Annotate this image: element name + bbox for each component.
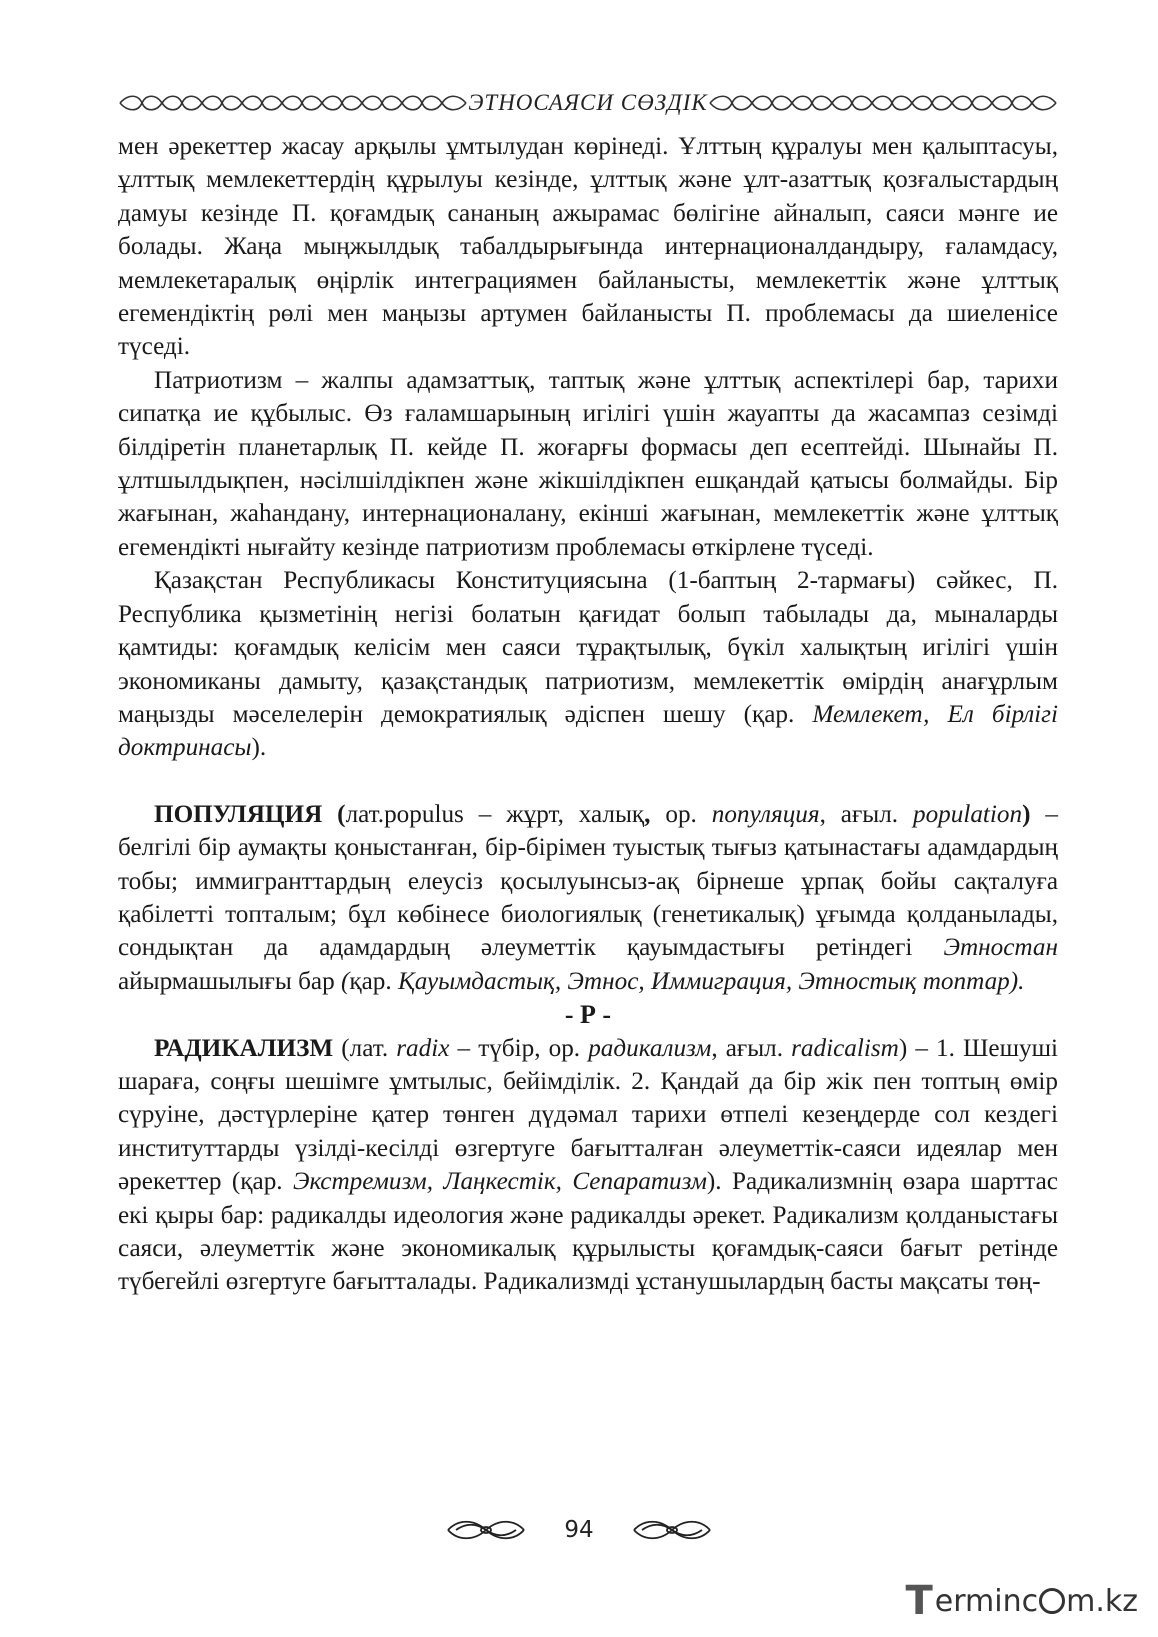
watermark-letter: T <box>905 1578 933 1624</box>
entry-term: ПОПУЛЯЦИЯ <box>154 800 323 828</box>
definition-text: айырмашылығы бар <box>118 967 341 995</box>
paren-close: ) <box>1022 800 1031 828</box>
entry-radicalism <box>118 1032 1058 1299</box>
entry-term: РАДИКАЛИЗМ <box>154 1034 334 1062</box>
watermark-text: m.kz <box>1066 1583 1138 1619</box>
etymology-russian: популяция <box>711 800 820 828</box>
cross-reference: Экстремизм, Лаңкестік, Сепаратизм <box>292 1168 707 1196</box>
paragraph-text: Қазақстан Республикасы Конституциясына (1-баптың 2-тармағы) сәйкес, П. Республика қызметінің негізі болатын қағидат болып табылады да, мыналарды қамтиды: қоғамдық келісім мен саяси тұрақтылық, бүкіл халықтың игілігі үшін экономиканы дамыту, қазақстандық патриотизм, мемлекеттік өмірдің анағұрлым маңызды мәселелерін демократиялық әдіспен шешу (қар. <box>118 567 1058 728</box>
ornament-band-icon <box>118 94 468 112</box>
page-footer <box>0 1510 1158 1550</box>
label-russian: ор. <box>665 800 712 828</box>
cross-reference: Қауымдастық, Этнос, Иммиграция, Этностық топтар). <box>398 967 1025 995</box>
paren-open: (лат. <box>333 1034 397 1062</box>
etymology-russian: радикализм <box>588 1034 712 1062</box>
flourish-icon <box>444 1517 528 1543</box>
etymology-latin: radix <box>396 1034 450 1062</box>
globe-icon <box>1039 1588 1065 1614</box>
etymology-meaning: – түбір, ор. <box>449 1034 589 1062</box>
paren-open: ( <box>322 800 346 828</box>
ornament-band-icon <box>708 94 1058 112</box>
etymology-english: radicalism <box>791 1034 899 1062</box>
etymology-latin: лат.populus – жұрт, халық <box>345 800 645 828</box>
page-number: 94 <box>564 1517 594 1543</box>
label-english: , ағыл. <box>819 800 913 828</box>
watermark-logo <box>905 1579 1138 1623</box>
label-english: , ағыл. <box>711 1034 792 1062</box>
paragraph-constitution <box>118 564 1058 764</box>
paragraph-patriotism: Патриотизм – жалпы адамзаттық, таптық және ұлттық аспектілері бар, тарихи сипатқа ие құбылыс. Өз ғаламшарының игілігі үшін жауапты да жасампаз сезімді білдіретін планетарлық П. кейде П. жоғарғы формасы деп есептейді. Шынайы П. ұлтшылдықпен, нәсілшілдікпен және жікшілдікпен ешқандай қатысы болмайды. Бір жағынан, жаһандану, интернационалану, екінші жағынан, мемлекеттік және ұлттық егемендікті нығайту кезінде патриотизм проблемасы өткірлене түседі. <box>118 366 1058 561</box>
watermark-text: erminc <box>934 1583 1039 1619</box>
header-title: ЭТНОСАЯСИ СӨЗДІК <box>468 90 708 115</box>
label-see: қар. <box>349 967 398 995</box>
paragraph-continuation: мен әрекеттер жасау арқылы ұмтылудан көрінеді. Ұлттың құралуы мен қалыптасуы, ұлттық мемлекеттердің құрылуы кезінде, ұлттық және ұлт-азаттық қозғалыстардың дамуы кезінде П. қоғамдық сананың ажырамас бөлігіне айналып, саяси мәнге ие болады. Жаңа мыңжылдық табалдырығында интернационалдандыру, ғаламдасу, мемлекетаралық өңірлік интеграциямен байланысты, мемлекеттік және ұлттық егемендіктің рөлі мен маңызы артумен байланысты П. проблемасы да шиеленісе түседі. <box>118 133 1058 361</box>
entry-population <box>118 798 1058 998</box>
letter-heading: - Р - <box>564 1000 612 1030</box>
running-header <box>118 88 1058 118</box>
definition-text: 1. Шешуші шараға, соңғы шешімге ұмтылыс, бейімділік. 2. Қандай да бір жік пен топтың өмір сүруіне, дәстүрлеріне қатер төнген дүдәмал тарихи өтпелі кезеңдерде сол кездегі институттарды үзілді-кесілді өзгертуге бағытталған әлеуметтік-саяси идеялар мен әрекеттер (қар. <box>118 1034 1058 1196</box>
paren-open: ( <box>341 967 350 995</box>
comma: , <box>644 800 666 828</box>
flourish-icon <box>630 1517 714 1543</box>
page-body <box>118 130 1058 1299</box>
paragraph-text: ). <box>251 734 267 762</box>
etymology-english: population <box>912 800 1023 828</box>
cross-reference: Мемлекет, Ел бірлігі доктринасы <box>118 700 1058 762</box>
paren-close: ) – <box>898 1034 937 1062</box>
definition-text: – белгілі бір аумақты қоныстанған, бір-бірімен туыстық тығыз қатынастағы адамдардың тобы; иммигранттардың елеусіз қосылуынсыз-ақ бірнеше ұрпақ бойы сақталуға қабілетті топталым; бұл көбінесе биологиялық (генетикалық) ұғымда қолданылады, сондықтан да адамдардың әлеуметтік қауымдастығы ретіндегі <box>118 800 1058 962</box>
definition-text: ). Радикализмнің өзара шарттас екі қыры бар: радикалды идеология және радикалды әрекет. Радикализм қолданыстағы саяси, әлеуметтік және экономикалық құрылысты қоғамдық-саяси бағыт ретінде түбегейлі өзгертуге бағытталады. Радикализмді ұстанушылардың басты мақсаты төң- <box>118 1168 1058 1296</box>
cross-reference: Этностан <box>943 934 1058 962</box>
